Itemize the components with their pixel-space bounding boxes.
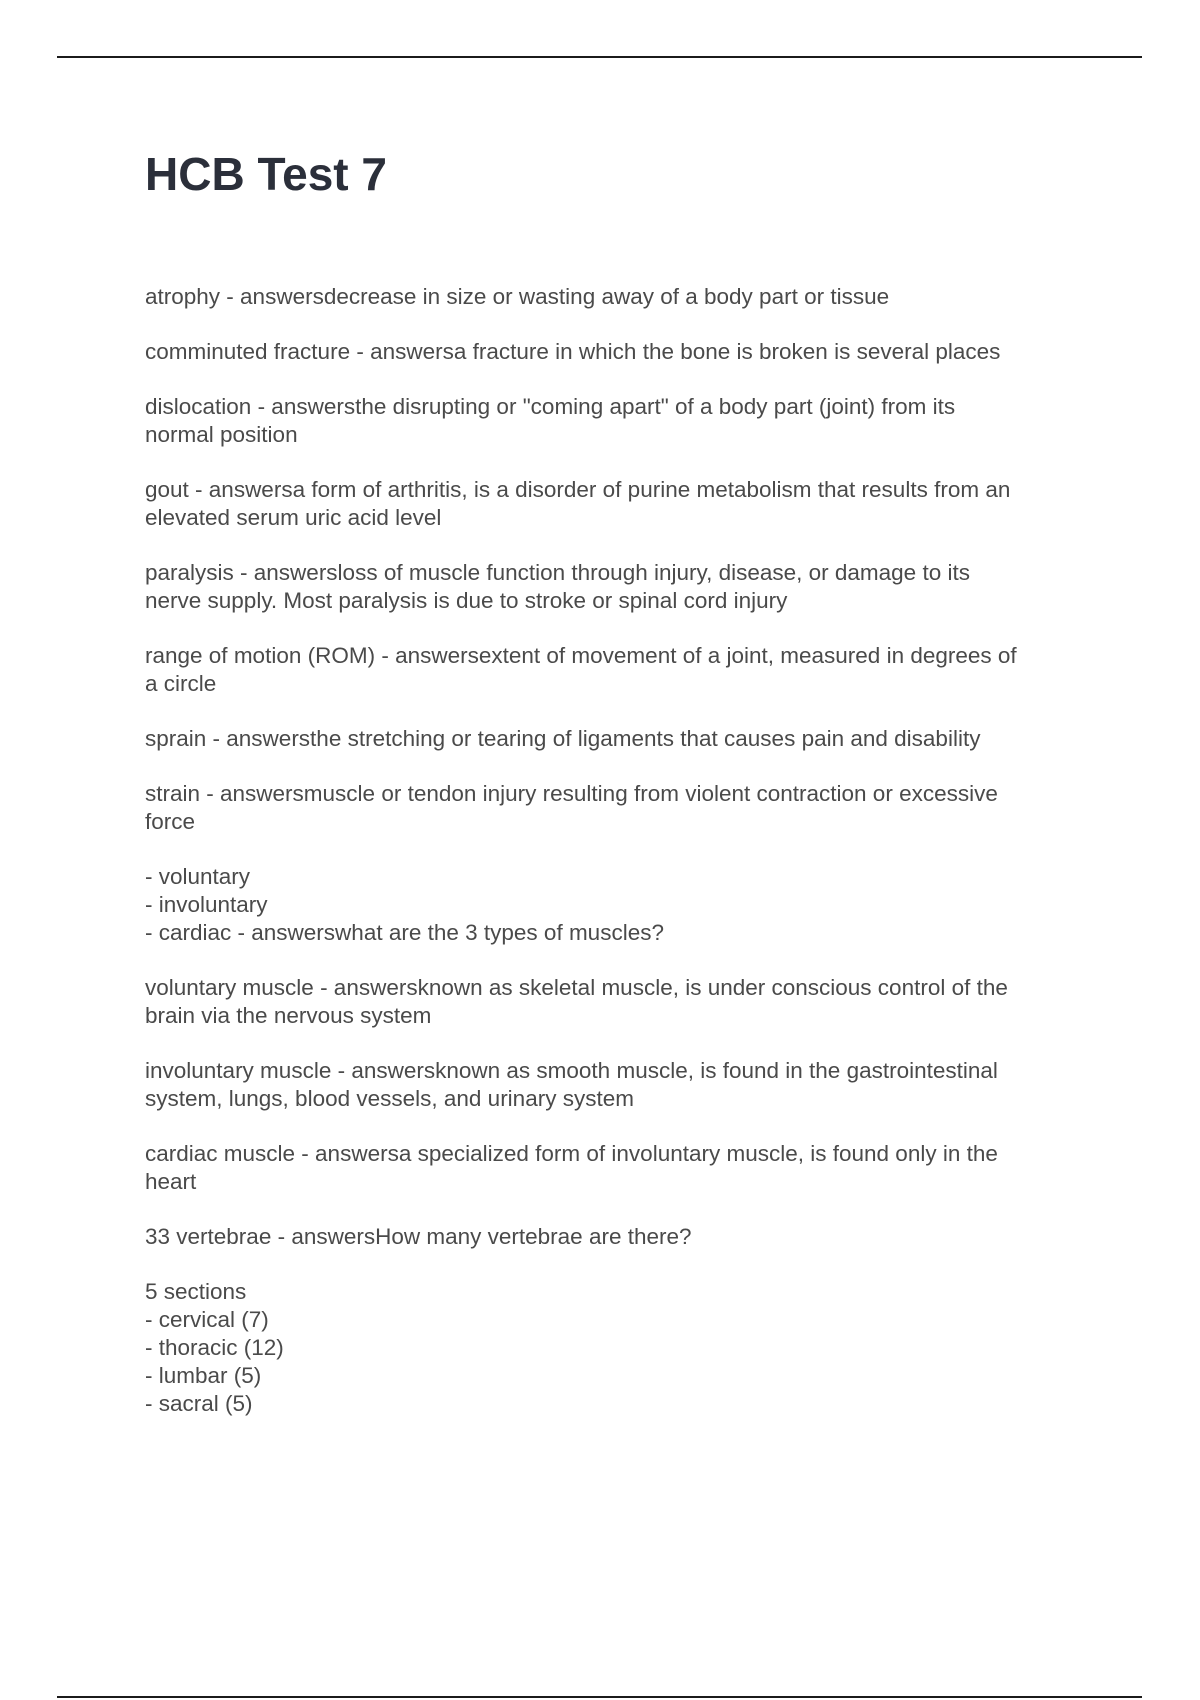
entry-line: comminuted fracture - answersa fracture in which the bone is broken is several places [145, 339, 1001, 364]
flashcard-entry [145, 1278, 1095, 1418]
entry-line: 33 vertebrae - answersHow many vertebrae are there? [145, 1224, 692, 1249]
bottom-divider [57, 1696, 1142, 1698]
entry-line: range of motion (ROM) - answersextent of movement of a joint, measured in degrees of [145, 643, 1017, 668]
entry-line: atrophy - answersdecrease in size or wasting away of a body part or tissue [145, 284, 890, 309]
flashcard-entry [145, 559, 1095, 615]
entry-line: - lumbar (5) [145, 1363, 262, 1388]
entry-line: force [145, 809, 196, 834]
entry-line: gout - answersa form of arthritis, is a disorder of purine metabolism that results from an [145, 477, 1011, 502]
entry-line: elevated serum uric acid level [145, 505, 442, 530]
flashcard-entry [145, 393, 1095, 449]
entry-line: sprain - answersthe stretching or tearing of ligaments that causes pain and disability [145, 726, 981, 751]
flashcard-entry [145, 725, 1095, 753]
entry-line: - thoracic (12) [145, 1335, 284, 1360]
entry-line: voluntary muscle - answersknown as skeletal muscle, is under conscious control of the [145, 975, 1008, 1000]
flashcard-entry [145, 283, 1095, 311]
document-title: HCB Test 7 [145, 148, 387, 200]
entry-line: 5 sections [145, 1279, 247, 1304]
entry-line: cardiac muscle - answersa specialized form of involuntary muscle, is found only in the [145, 1141, 998, 1166]
entry-line: - cardiac - answerswhat are the 3 types of muscles? [145, 920, 664, 945]
entry-line: strain - answersmuscle or tendon injury resulting from violent contraction or excessive [145, 781, 998, 806]
flashcard-entry [145, 642, 1095, 698]
entry-line: brain via the nervous system [145, 1003, 432, 1028]
entry-line: involuntary muscle - answersknown as smooth muscle, is found in the gastrointestinal [145, 1058, 998, 1083]
entry-line: normal position [145, 422, 298, 447]
flashcard-entry [145, 1140, 1095, 1196]
entry-line: - involuntary [145, 892, 268, 917]
entry-line: heart [145, 1169, 197, 1194]
flashcard-entry [145, 1223, 1095, 1251]
entry-line: - voluntary [145, 864, 251, 889]
flashcard-entry [145, 1057, 1095, 1113]
entry-line: - sacral (5) [145, 1391, 253, 1416]
flashcard-entry [145, 863, 1095, 947]
entry-line: paralysis - answersloss of muscle function through injury, disease, or damage to its [145, 560, 970, 585]
flashcard-entry [145, 974, 1095, 1030]
flashcard-list [145, 283, 1095, 1445]
entry-line: dislocation - answersthe disrupting or "coming apart" of a body part (joint) from its [145, 394, 956, 419]
flashcard-entry [145, 476, 1095, 532]
entry-line: a circle [145, 671, 217, 696]
top-divider [57, 56, 1142, 58]
entry-line: - cervical (7) [145, 1307, 269, 1332]
flashcard-entry [145, 338, 1095, 366]
flashcard-entry [145, 780, 1095, 836]
entry-line: nerve supply. Most paralysis is due to stroke or spinal cord injury [145, 588, 788, 613]
entry-line: system, lungs, blood vessels, and urinary system [145, 1086, 634, 1111]
